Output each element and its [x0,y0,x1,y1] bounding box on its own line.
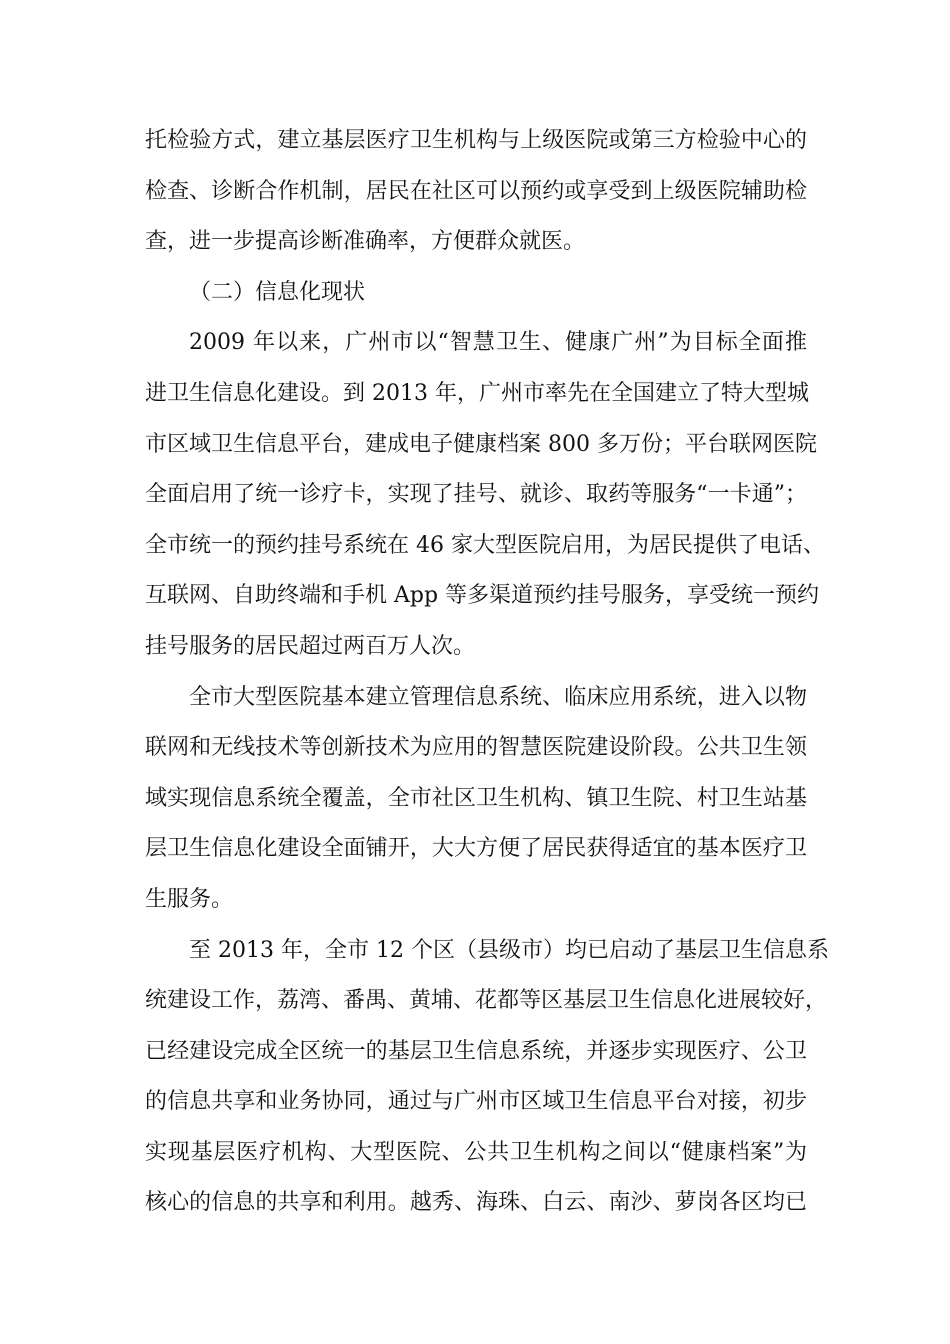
document-page [145,116,829,1229]
text-line: 核心的信息的共享和利用。越秀、海珠、白云、南沙、萝岗各区均已 [145,1190,807,1216]
text-line: 互联网、自助终端和手机 App 等多渠道预约挂号服务，享受统一预约 [145,583,820,609]
text-line: 至 2013 年，全市 12 个区（县级市）均已启动了基层卫生信息系 [189,937,829,963]
text-line: 全市大型医院基本建立管理信息系统、临床应用系统，进入以物 [189,684,807,710]
heading-text: （二）信息化现状 [189,279,366,305]
section-heading [145,268,807,319]
paragraph-hospitals [145,673,807,926]
text-line: 托检验方式，建立基层医疗卫生机构与上级医院或第三方检验中心的 [145,128,807,153]
text-line: 已经建设完成全区统一的基层卫生信息系统，并逐步实现医疗、公卫 [145,1038,807,1064]
text-line: 挂号服务的居民超过两百万人次。 [145,633,476,659]
text-line: 域实现信息系统全覆盖，全市社区卫生机构、镇卫生院、村卫生站基 [145,785,807,811]
text-line: 全面启用了统一诊疗卡，实现了挂号、就诊、取药等服务“一卡通”； [145,482,807,508]
text-line: 2009 年以来，广州市以“智慧卫生、健康广州”为目标全面推 [189,330,807,356]
paragraph-informatization [145,318,825,672]
text-line: 统建设工作，荔湾、番禺、黄埔、花都等区基层卫生信息化进展较好， [145,988,828,1014]
text-line: 的信息共享和业务协同，通过与广州市区域卫生信息平台对接，初步 [145,1089,807,1115]
text-line: 查，进一步提高诊断准确率，方便群众就医。 [145,229,586,255]
text-line: 层卫生信息化建设全面铺开，大大方便了居民获得适宜的基本医疗卫 [145,836,807,862]
text-line: 联网和无线技术等创新技术为应用的智慧医院建设阶段。公共卫生领 [145,735,807,761]
paragraph-continuation [145,116,807,268]
text-line: 进卫生信息化建设。到 2013 年，广州市率先在全国建立了特大型城 [145,380,809,406]
text-line: 实现基层医疗机构、大型医院、公共卫生机构之间以“健康档案”为 [145,1139,807,1165]
text-line: 市区域卫生信息平台，建成电子健康档案 800 多万份；平台联网医院 [145,431,817,457]
paragraph-districts [145,926,829,1230]
text-line: 检查、诊断合作机制，居民在社区可以预约或享受到上级医院辅助检 [145,178,807,204]
text-line: 生服务。 [145,886,234,912]
text-line: 全市统一的预约挂号系统在 46 家大型医院启用，为居民提供了电话、 [145,532,825,558]
